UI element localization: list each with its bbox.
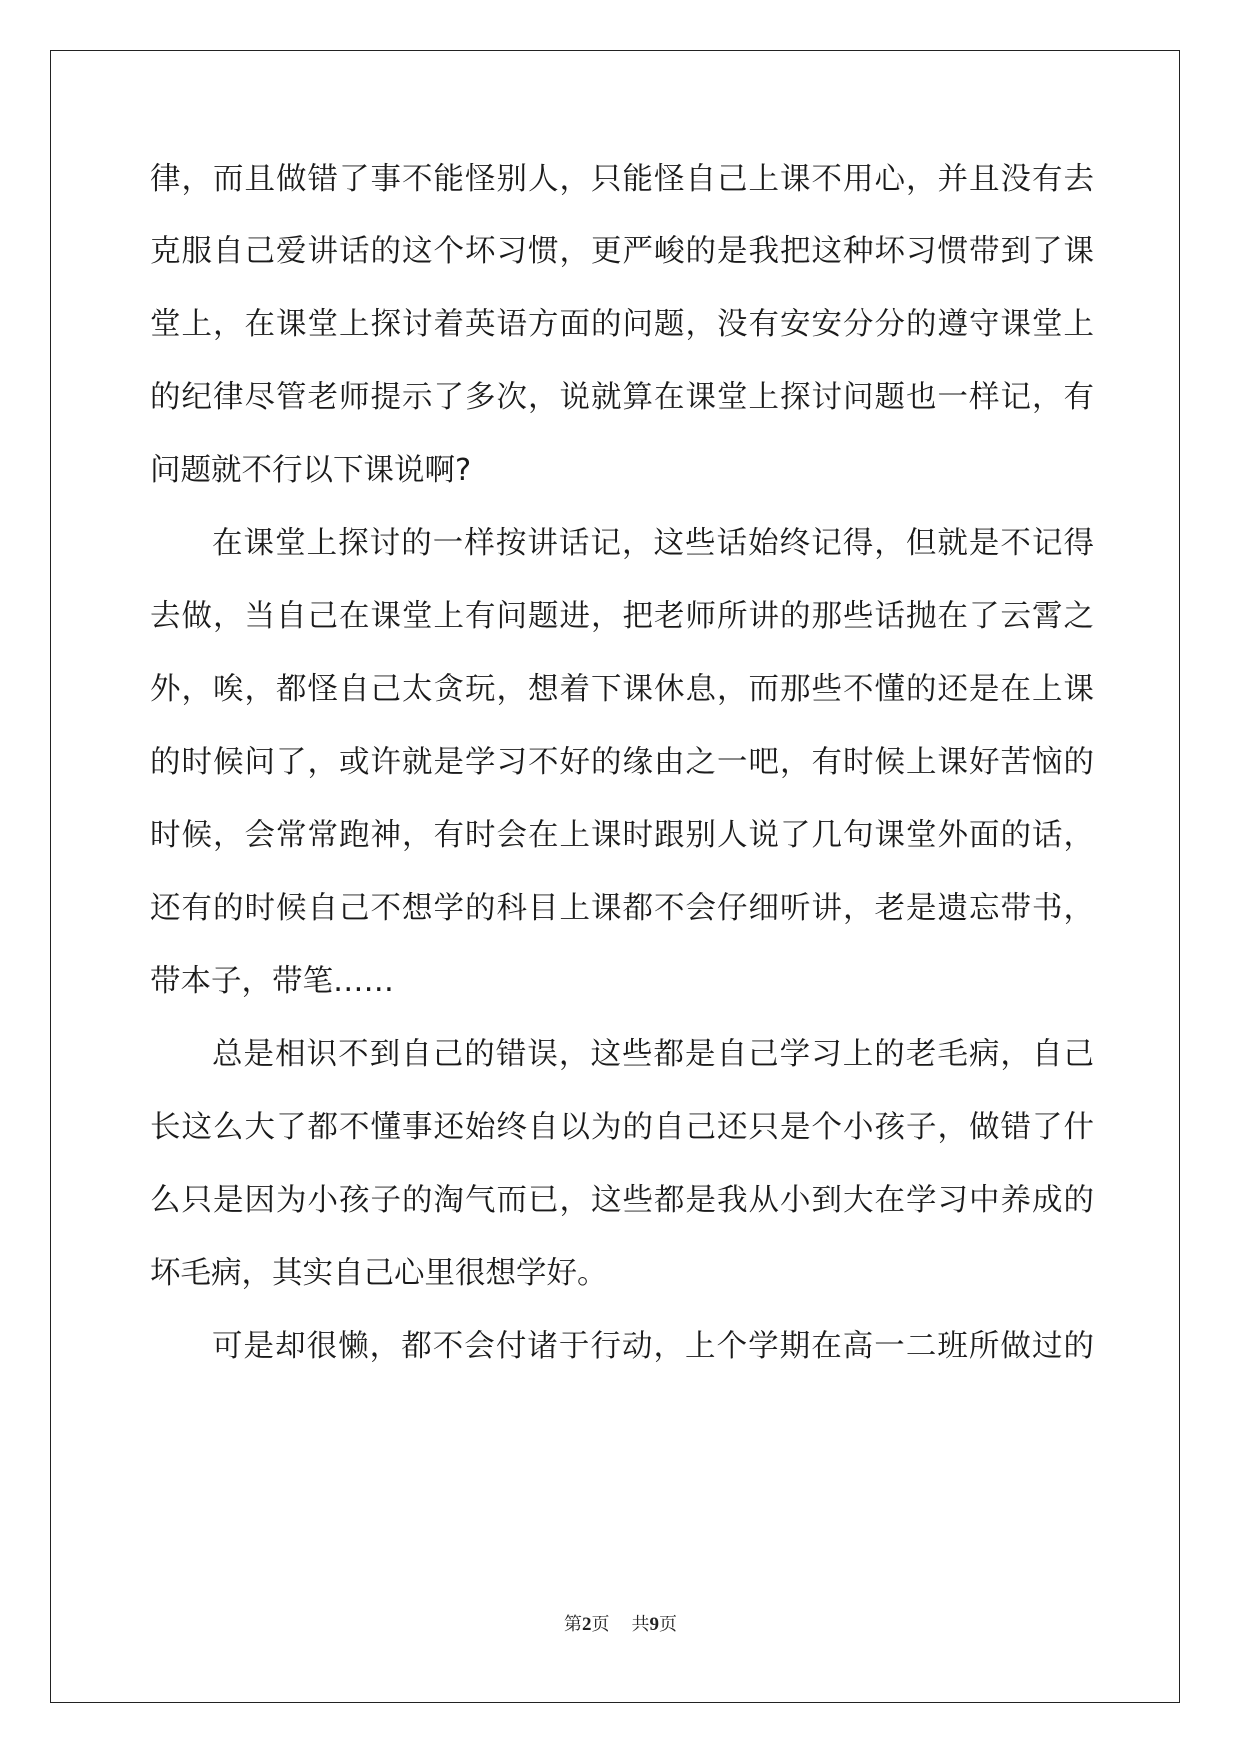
- text-line: 克服自己爱讲话的这个坏习惯，更严峻的是我把这种坏习惯带到了课: [150, 234, 1094, 269]
- page-footer: [0, 1610, 1241, 1636]
- footer-page-current: 2: [582, 1614, 592, 1635]
- text-line: 时候，会常常跑神，有时会在上课时跟别人说了几句课堂外面的话，: [150, 818, 1094, 853]
- text-line: 么只是因为小孩子的淘气而已，这些都是我从小到大在学习中养成的: [150, 1183, 1094, 1218]
- text-line: 律，而且做错了事不能怪别人，只能怪自己上课不用心，并且没有去: [150, 162, 1094, 197]
- footer-total-unit: 页: [659, 1614, 677, 1635]
- text-line: 堂上，在课堂上探讨着英语方面的问题，没有安安分分的遵守课堂上: [150, 307, 1094, 342]
- text-line: 的时候问了，或许就是学习不好的缘由之一吧，有时候上课好苦恼的: [150, 745, 1094, 780]
- footer-page-unit: 页: [591, 1614, 610, 1635]
- text-line: 长这么大了都不懂事还始终自以为的自己还只是个小孩子，做错了什: [150, 1110, 1094, 1145]
- text-line-last: 问题就不行以下课说啊?: [150, 453, 472, 488]
- text-line-last: 带本子，带笔……: [150, 964, 394, 999]
- text-line: 去做，当自己在课堂上有问题进，把老师所讲的那些话抛在了云霄之: [150, 599, 1094, 634]
- text-line-indented: 在课堂上探讨的一样按讲话记，这些话始终记得，但就是不记得: [212, 526, 1094, 561]
- text-line-last: 坏毛病，其实自己心里很想学好。: [150, 1256, 608, 1291]
- text-line: 的纪律尽管老师提示了多次，说就算在课堂上探讨问题也一样记，有: [150, 380, 1094, 415]
- text-line-indented: 总是相识不到自己的错误，这些都是自己学习上的老毛病，自己: [212, 1037, 1094, 1072]
- page-border: [50, 50, 1180, 1703]
- footer-total-prefix: 共: [631, 1614, 650, 1635]
- text-line: 还有的时候自己不想学的科目上课都不会仔细听讲，老是遗忘带书，: [150, 891, 1094, 926]
- footer-page-total: 9: [649, 1614, 659, 1635]
- footer-page-prefix: 第: [564, 1614, 582, 1635]
- text-line: 外，唉，都怪自己太贪玩，想着下课休息，而那些不懂的还是在上课: [150, 672, 1094, 707]
- text-line-indented: 可是却很懒，都不会付诸于行动，上个学期在高一二班所做过的: [212, 1329, 1094, 1364]
